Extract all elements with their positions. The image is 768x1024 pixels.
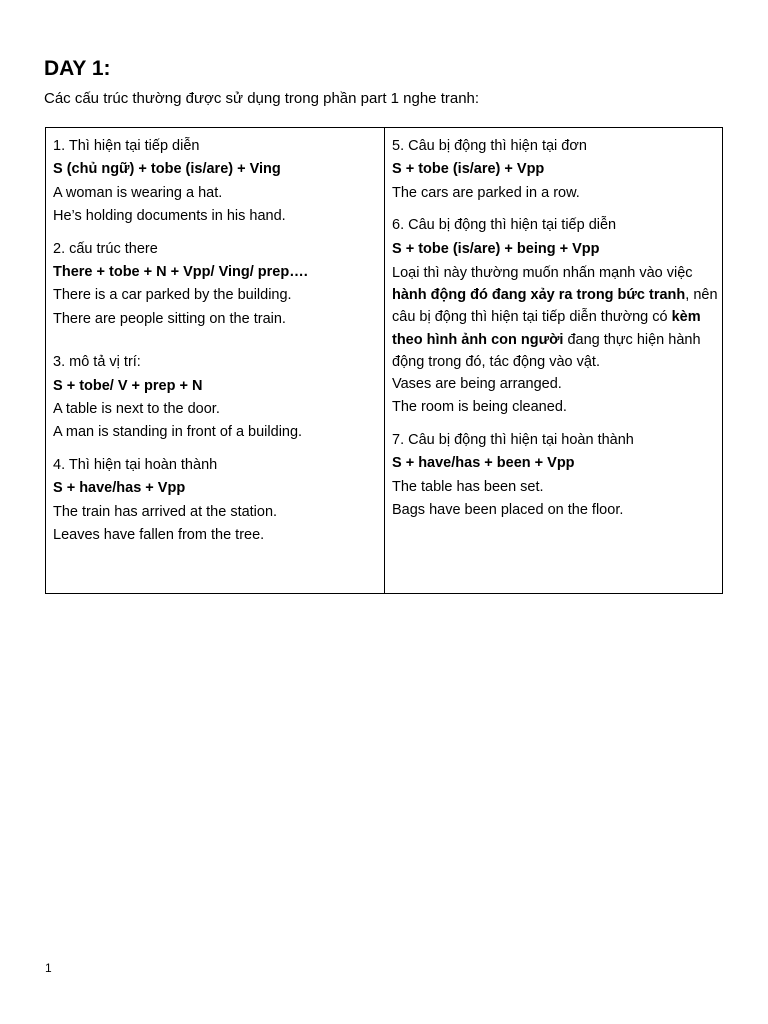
section-heading: 2. cấu trúc there: [53, 240, 158, 257]
section-heading: 3. mô tả vị trí:: [53, 354, 141, 371]
section-formula: S + have/has + been + Vpp: [392, 455, 575, 472]
example-sentence: He’s holding documents in his hand.: [53, 208, 286, 225]
right-column: [385, 128, 722, 593]
example-sentence: The cars are parked in a row.: [392, 184, 580, 201]
section-formula: S + tobe/ V + prep + N: [53, 377, 203, 394]
example-sentence: Leaves have fallen from the tree.: [53, 527, 265, 544]
explanation-text: đang thực hiện hành động trong đó, tác động vào vật.: [392, 331, 701, 370]
section-formula: S + have/has + Vpp: [53, 480, 186, 497]
explanation-emphasis: kèm theo hình ảnh con người: [392, 309, 701, 348]
structures-table: [45, 127, 723, 594]
section-heading: 5. Câu bị động thì hiện tại đơn: [392, 138, 587, 154]
section-formula: S + tobe (is/are) + being + Vpp: [392, 240, 600, 257]
section-heading: 6. Câu bị động thì hiện tại tiếp diễn: [392, 217, 617, 234]
section-passive-present-continuous: [392, 214, 718, 420]
section-passive-present-simple: [392, 135, 718, 205]
section-present-perfect: [53, 454, 378, 548]
explanation-text: Loại thì này thường muốn nhấn mạnh vào việc: [392, 265, 693, 282]
example-sentence: A woman is wearing a hat.: [53, 184, 223, 201]
example-sentence: Vases are being arranged.: [392, 376, 562, 393]
section-formula: S (chủ ngữ) + tobe (is/are) + Ving: [53, 161, 281, 178]
page-number: 1: [45, 961, 52, 975]
section-heading: 4. Thì hiện tại hoàn thành: [53, 456, 218, 473]
example-sentence: The table has been set.: [392, 478, 544, 495]
example-sentence: Bags have been placed on the floor.: [392, 502, 624, 519]
section-formula: S + tobe (is/are) + Vpp: [392, 161, 545, 178]
section-heading: 1. Thì hiện tại tiếp diễn: [53, 138, 200, 154]
left-column: [46, 128, 385, 593]
explanation-text: , nên câu bị động thì hiện tại tiếp diễn thường có: [392, 287, 718, 326]
example-sentence: There are people sitting on the train.: [53, 310, 286, 327]
explanation-emphasis: hành động đó đang xảy ra trong bức tranh: [392, 287, 686, 304]
section-there-structure: [53, 238, 378, 332]
section-passive-present-perfect: [392, 429, 718, 523]
section-heading: 7. Câu bị động thì hiện tại hoàn thành: [392, 431, 634, 448]
intro-text: Các cấu trúc thường được sử dụng trong phần part 1 nghe tranh:: [44, 90, 480, 107]
example-sentence: A table is next to the door.: [53, 401, 220, 418]
explanation-paragraph: [392, 262, 718, 373]
page-title: DAY 1:: [44, 57, 111, 80]
example-sentence: The room is being cleaned.: [392, 399, 567, 416]
example-sentence: A man is standing in front of a building.: [53, 424, 303, 441]
section-formula: There + tobe + N + Vpp/ Ving/ prep….: [53, 264, 308, 281]
example-sentence: There is a car parked by the building.: [53, 287, 292, 304]
section-position: [53, 351, 378, 445]
example-sentence: The train has arrived at the station.: [53, 503, 278, 520]
section-present-continuous: [53, 135, 378, 229]
